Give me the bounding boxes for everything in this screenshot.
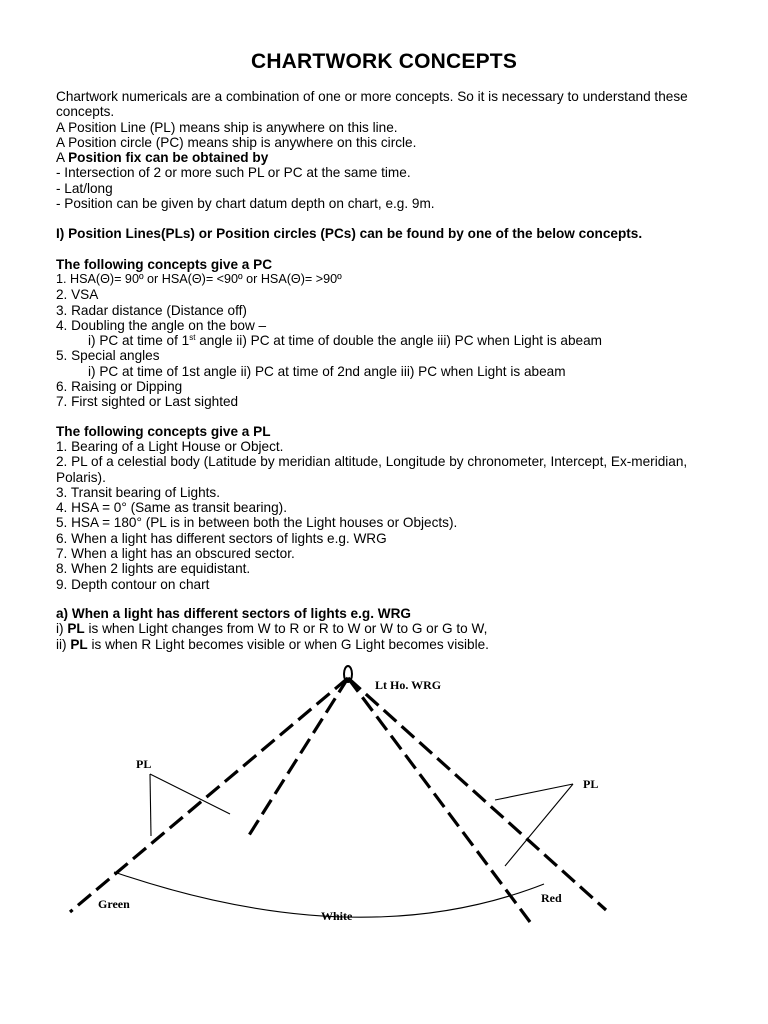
intro-position-circle: A Position circle (PC) means ship is anywhere on this circle. <box>56 134 417 150</box>
white-label: White <box>321 909 353 923</box>
sectors-heading <box>56 606 726 621</box>
sectors-prefix: i) <box>56 621 68 637</box>
intro-paragraph: Chartwork numericals are a combination of one or more concepts. So it is necessary to understand these concepts. <box>56 89 688 120</box>
pc-item: 4. Doubling the angle on the bow – <box>56 317 267 333</box>
pl-pointer-line <box>150 774 230 814</box>
sectors-line <box>56 637 726 652</box>
pc-item: 2. VSA <box>56 287 99 303</box>
pc-subitem-text: angle ii) PC at time of double the angle iii) PC when Light is abeam <box>195 333 602 349</box>
pc-heading-text: The following concepts give a PC <box>56 256 273 272</box>
green-white-boundary <box>246 678 348 840</box>
pc-subitem-text: i) PC at time of 1 <box>88 333 190 349</box>
ordinal-superscript: st <box>189 333 196 343</box>
sectors-bold: PL <box>67 621 85 637</box>
pc-item: 5. Special angles <box>56 348 160 364</box>
pl-item: 4. HSA = 0° (Same as transit bearing). <box>56 500 287 516</box>
pl-label-left: PL <box>136 757 152 771</box>
pl-item: 1. Bearing of a Light House or Object. <box>56 438 284 454</box>
pc-heading <box>56 257 726 272</box>
green-sector-boundary <box>70 678 348 912</box>
section-heading-text: I) Position Lines(PLs) or Position circles (PCs) can be found by one of the below concepts. <box>56 226 643 242</box>
fix-bullet: - Lat/long <box>56 180 113 196</box>
fix-bold: Position fix can be obtained by <box>68 150 269 166</box>
light-sectors-diagram <box>60 664 620 934</box>
pl-item: 8. When 2 lights are equidistant. <box>56 561 251 577</box>
pc-item: 3. Radar distance (Distance off) <box>56 302 247 318</box>
section-heading <box>56 226 726 241</box>
red-sector-boundary <box>348 678 606 910</box>
sectors-heading-text: a) When a light has different sectors of lights e.g. WRG <box>56 605 411 621</box>
page-title: CHARTWORK CONCEPTS <box>250 50 518 73</box>
sectors-bold: PL <box>70 636 88 652</box>
pl-item: 9. Depth contour on chart <box>56 576 210 592</box>
pc-subitem: i) PC at time of 1st angle ii) PC at time of 2nd angle iii) PC when Light is abeam <box>88 363 566 379</box>
pl-item: 6. When a light has different sectors of lights e.g. WRG <box>56 530 387 546</box>
green-label: Green <box>98 897 130 911</box>
sectors-line <box>56 621 726 636</box>
intro-fix-heading <box>56 150 726 165</box>
pl-item: 2. PL of a celestial body (Latitude by meridian altitude, Longitude by chronometer, Intercept, Ex-meridian, Polaris). <box>56 454 688 485</box>
pc-item: 6. Raising or Dipping <box>56 379 183 395</box>
intro-position-line: A Position Line (PL) means ship is anywhere on this line. <box>56 119 398 135</box>
pc-item: 1. HSA(Θ)= 90º or HSA(Θ)= <90º or HSA(Θ)= >90º <box>56 271 342 286</box>
pc-item: 7. First sighted or Last sighted <box>56 394 239 410</box>
pl-item: 5. HSA = 180° (PL is in between both the Light houses or Objects). <box>56 515 458 531</box>
light-label: Lt Ho. WRG <box>375 678 442 692</box>
pl-heading <box>56 424 726 439</box>
document-body <box>56 89 726 652</box>
red-label: Red <box>541 891 562 905</box>
pl-label-right: PL <box>583 777 599 791</box>
sectors-rest: is when R Light becomes visible or when G Light becomes visible. <box>87 636 489 652</box>
pc-subitem <box>56 333 726 348</box>
fix-bullet: - Position can be given by chart datum depth on chart, e.g. 9m. <box>56 196 435 212</box>
pl-item: 3. Transit bearing of Lights. <box>56 484 220 500</box>
sectors-prefix: ii) <box>56 636 71 652</box>
fix-prefix: A <box>56 150 69 166</box>
pl-item: 7. When a light has an obscured sector. <box>56 546 295 562</box>
pl-heading-text: The following concepts give a PL <box>56 423 271 439</box>
fix-bullet: - Intersection of 2 or more such PL or PC at the same time. <box>56 165 411 181</box>
white-red-boundary <box>348 678 530 922</box>
sectors-rest: is when Light changes from W to R or R to W or W to G or G to W, <box>84 621 488 637</box>
pl-pointer-line <box>150 774 151 836</box>
